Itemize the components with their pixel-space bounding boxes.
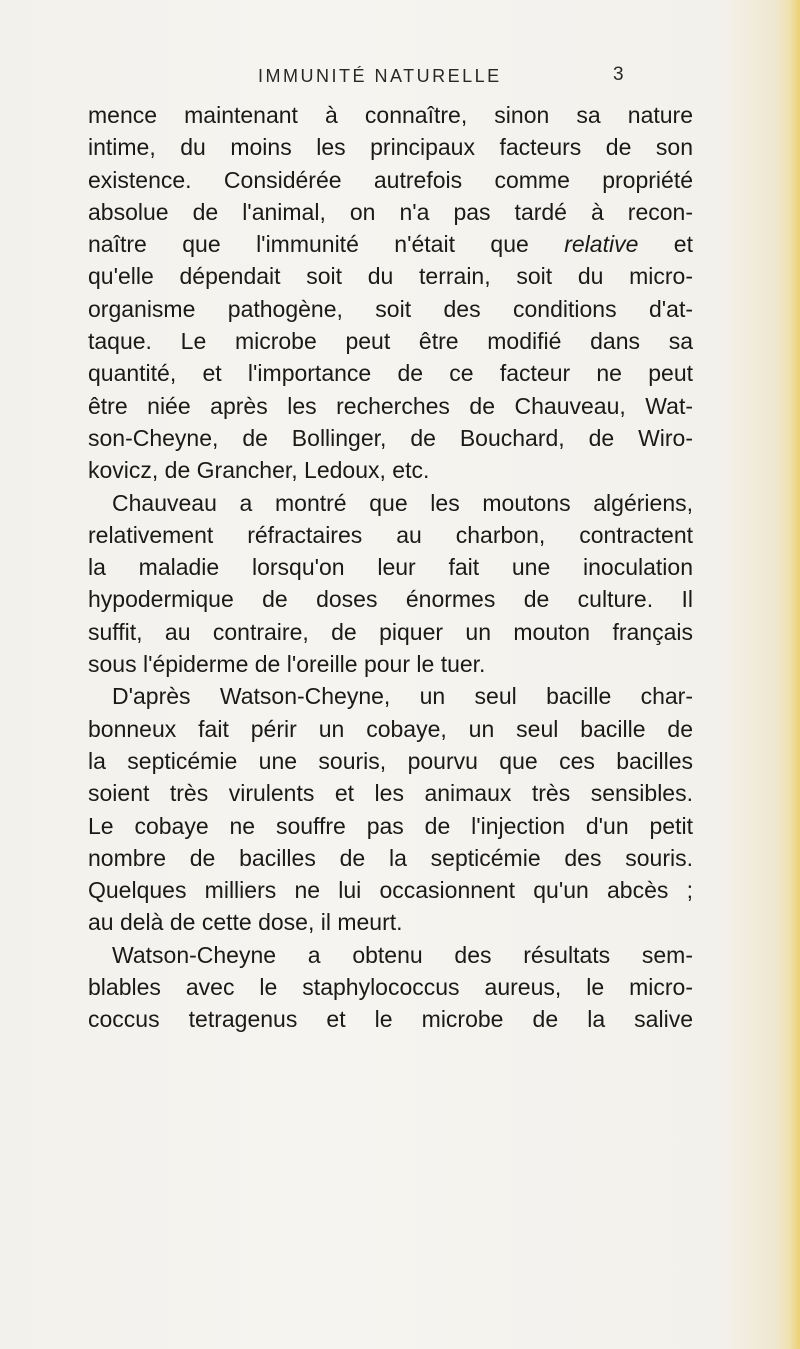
page-number: 3 xyxy=(613,64,624,85)
text-line: la maladie lorsqu'on leur fait une inoculation xyxy=(88,554,693,581)
text-line: son-Cheyne, de Bollinger, de Bouchard, de Wiro- xyxy=(88,424,693,451)
text-line: blables avec le staphylococcus aureus, le micro- xyxy=(88,974,693,1001)
text-line: absolue de l'animal, on n'a pas tardé à recon- xyxy=(88,198,693,225)
text-line: coccus tetragenus et le microbe de la salive xyxy=(88,1006,693,1033)
text-line: Le cobaye ne souffre pas de l'injection d'un petit xyxy=(88,812,693,839)
text-segment: naître que l'immunité n'était que xyxy=(88,231,565,258)
text-line: qu'elle dépendait soit du terrain, soit du micro- xyxy=(88,263,693,290)
text-line: mence maintenant à connaître, sinon sa nature xyxy=(88,102,693,128)
text-line: kovicz, de Grancher, Ledoux, etc. xyxy=(88,457,430,484)
text-line: taque. Le microbe peut être modifié dans sa xyxy=(88,328,693,355)
text-line: Watson-Cheyne a obtenu des résultats sem- xyxy=(112,941,693,968)
text-line: intime, du moins les principaux facteurs de son xyxy=(88,134,693,161)
text-segment: et xyxy=(638,231,693,258)
body-text xyxy=(88,99,693,1036)
text-line: nombre de bacilles de la septicémie des souris. xyxy=(88,844,693,871)
text-line: être niée après les recherches de Chauveau, Wat- xyxy=(88,392,693,419)
page-edge-discoloration xyxy=(790,0,800,1349)
text-line: bonneux fait périr un cobaye, un seul bacille de xyxy=(88,715,693,742)
text-line: la septicémie une souris, pourvu que ces bacilles xyxy=(88,747,693,774)
text-line: existence. Considérée autrefois comme propriété xyxy=(88,166,693,193)
text-line: Quelques milliers ne lui occasionnent qu'un abcès ; xyxy=(88,877,693,904)
text-line: sous l'épiderme de l'oreille pour le tuer. xyxy=(88,651,486,678)
text-line: organisme pathogène, soit des conditions d'at- xyxy=(88,295,693,322)
text-line: soient très virulents et les animaux très sensibles. xyxy=(88,780,693,807)
text-line xyxy=(88,228,693,260)
text-line: D'après Watson-Cheyne, un seul bacille char- xyxy=(112,683,693,710)
text-line: relativement réfractaires au charbon, contractent xyxy=(88,521,693,548)
text-line: Chauveau a montré que les moutons algériens, xyxy=(112,489,693,516)
text-line: hypodermique de doses énormes de culture. Il xyxy=(88,586,693,613)
text-line: au delà de cette dose, il meurt. xyxy=(88,909,403,936)
text-line: suffit, au contraire, de piquer un mouton français xyxy=(88,618,693,645)
italic-word: relative xyxy=(564,231,639,258)
running-title: IMMUNITÉ NATURELLE xyxy=(258,66,502,86)
text-line: quantité, et l'importance de ce facteur ne peut xyxy=(88,360,693,387)
